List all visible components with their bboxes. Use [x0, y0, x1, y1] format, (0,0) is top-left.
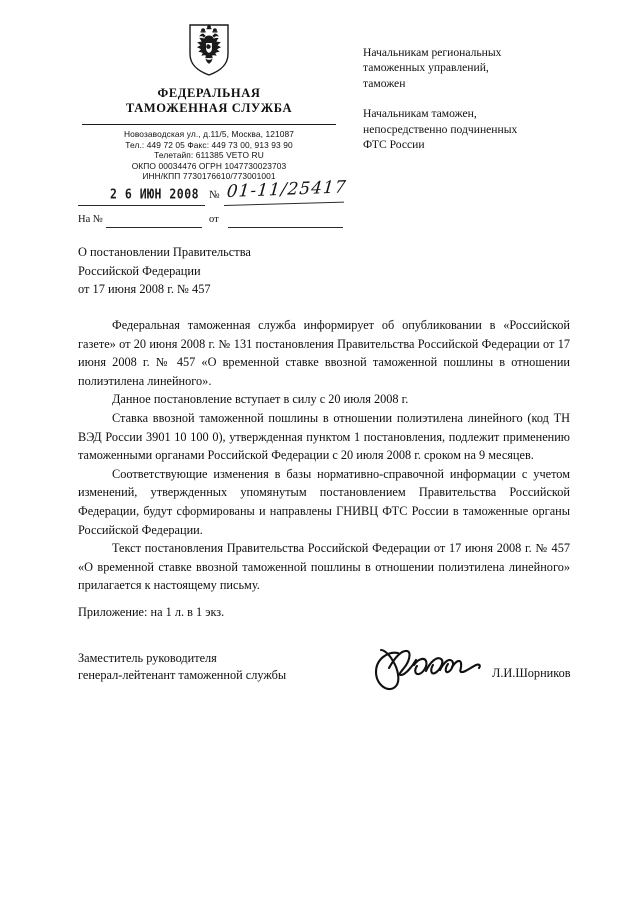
russian-coat-of-arms-icon — [187, 24, 231, 76]
letter-body — [78, 316, 570, 595]
addressee-block — [363, 45, 593, 152]
handwritten-signature — [368, 641, 488, 697]
reply-to-label: На № — [78, 214, 103, 225]
signer-name: Л.И.Шорников — [492, 666, 571, 680]
reply-date-rule — [228, 227, 343, 228]
addressee-line: непосредственно подчиненных — [363, 122, 518, 136]
subject-line: от 17 июня 2008 г. № 457 — [78, 282, 211, 297]
registration-line — [78, 177, 348, 210]
registration-number-rule — [224, 202, 344, 206]
addressee-group-2 — [363, 106, 593, 152]
addressee-line: Начальникам региональных — [363, 46, 502, 59]
requisite-inn-kpp: ИНН/КПП 7730176610/773001001 — [142, 171, 276, 182]
signer-title — [78, 650, 378, 685]
registration-date-stamp: 2 6 ИЮН 2008 — [110, 186, 200, 202]
subject-line: О постановлении Правительства — [78, 245, 251, 259]
registration-number-handwritten: 01-11/25417 — [226, 177, 348, 202]
attachment-note: Приложение: на 1 л. в 1 экз. — [78, 605, 225, 619]
body-paragraph-5: Текст постановления Правительства Российской Федерации от 17 июня 2008 г. № 457 «О временной ставке ввозной таможенной пошлины в отношении полиэтилена линейного» прилагается к настоящему письму. — [78, 541, 570, 593]
letterhead-divider — [82, 124, 336, 125]
addressee-line: таможен — [363, 76, 406, 90]
organization-requisites — [78, 129, 340, 182]
body-paragraph-4: Соответствующие изменения в базы нормативно-справочной информации с учетом изменений, утвержденных упомянутым постановлением Правительства Российской Федерации, будут сформированы и направлены ГНИВЦ ФТС России в таможенные органы Российской Федерации. — [78, 466, 570, 537]
letterhead — [78, 24, 340, 182]
body-paragraph-3: Ставка ввозной таможенной пошлины в отношении полиэтилена линейного (код ТН ВЭД России 3901 10 100 0), утвержденная пунктом 1 постановления, подлежит применению таможенными органами Российской Федерации с 20 июля 2008 г. сроком на 9 месяцев. — [78, 410, 570, 463]
subject-block — [78, 243, 368, 299]
signer-title-line-1: Заместитель руководителя — [78, 651, 217, 665]
organization-name-line-2: ТАМОЖЕННАЯ СЛУЖБА — [125, 101, 293, 115]
addressee-line: Начальникам таможен, — [363, 107, 477, 121]
reply-date-label: от — [209, 214, 219, 225]
requisite-phone-fax: Тел.: 449 72 05 Факс: 449 73 00, 913 93 90 — [125, 139, 293, 150]
organization-name-line-1: ФЕДЕРАЛЬНАЯ — [157, 86, 261, 100]
addressee-line: таможенных управлений, — [363, 61, 489, 75]
requisite-address: Новозаводская ул., д.11/5, Москва, 121087 — [123, 129, 295, 139]
body-paragraph-1: Федеральная таможенная служба информирует об опубликовании в «Российской газете» от 20 июня 2008 г. № 131 постановления Правительства Российской Федерации от 17 июня 2008 г. № 457 «О временной ставке ввозной таможенной пошлины в отношении полиэтилена линейного». — [78, 318, 570, 388]
requisite-teletype: Телетайп: 611385 VETO RU — [154, 150, 264, 161]
organization-name — [78, 86, 340, 116]
reply-reference-line — [78, 212, 343, 232]
reply-to-rule — [106, 227, 202, 228]
subject-line: Российской Федерации — [78, 263, 201, 278]
number-sign: № — [209, 189, 220, 201]
addressee-group-1 — [363, 45, 593, 91]
registration-date-rule — [78, 205, 205, 206]
body-paragraph-2: Данное постановление вступает в силу с 20 июля 2008 г. — [112, 392, 409, 407]
requisite-okpo-ogrn: ОКПО 00034476 ОГРН 1047730023703 — [131, 160, 287, 171]
addressee-line: ФТС России — [363, 138, 425, 152]
signer-title-line-2: генерал-лейтенант таможенной службы — [78, 668, 287, 683]
